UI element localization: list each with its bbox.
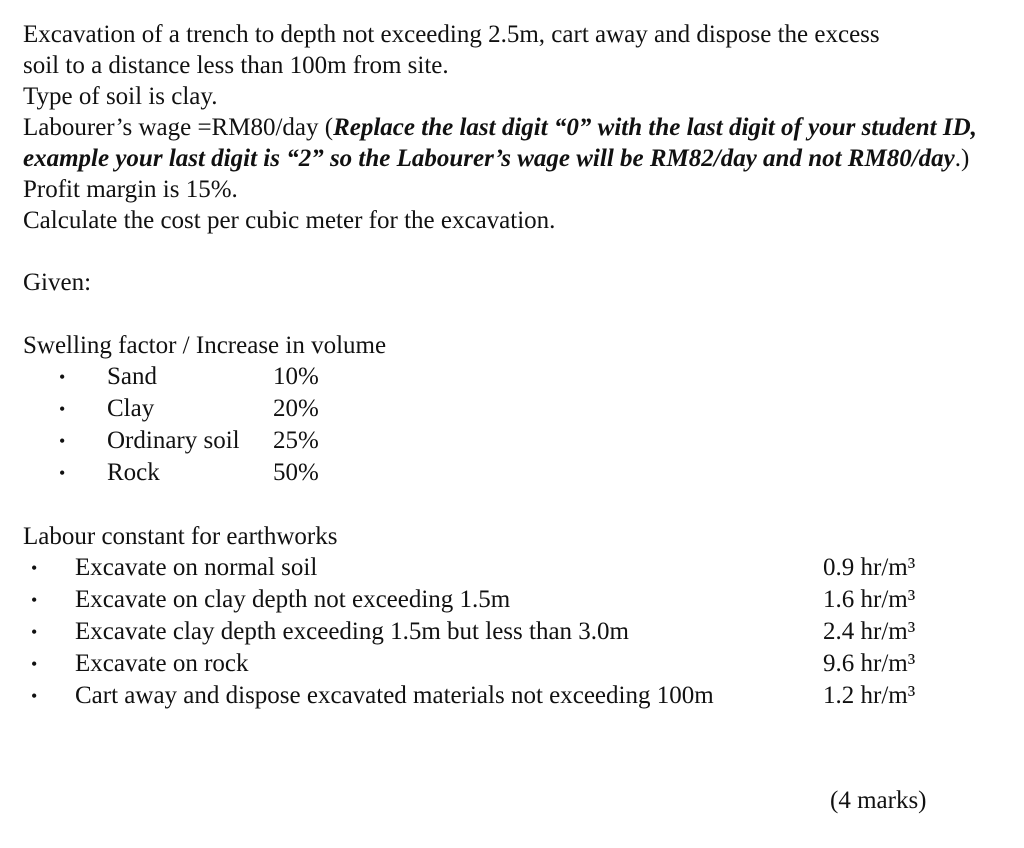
task-line: Calculate the cost per cubic meter for the excavation. [23,207,556,234]
question-document [23,19,983,712]
labour-task: Excavate on rock [75,650,249,677]
bullet-icon: • [59,431,66,451]
swelling-value: 50% [273,459,319,486]
swelling-item [23,457,983,489]
bullet-icon: • [59,367,66,387]
marks-label: (4 marks) [830,787,927,814]
labour-constant-list [23,552,983,712]
swelling-value: 20% [273,395,319,422]
swelling-factor-list [23,361,983,489]
bullet-icon: • [31,622,38,642]
labour-item [23,680,983,712]
labour-constant-title: Labour constant for earthworks [23,523,338,550]
bullet-icon: • [31,654,38,674]
labour-rate: 1.2 hr/m³ [823,682,916,709]
labour-item [23,552,983,584]
wage-instruction: Replace the last digit “0” with the last digit of your student ID, example your last digit is “2” so the Labourer’s wage will be RM82/day and not RM80/day [23,114,977,172]
labour-rate: 9.6 hr/m³ [823,650,916,677]
bullet-icon: • [31,686,38,706]
labour-item [23,648,983,680]
labour-rate: 1.6 hr/m³ [823,586,916,613]
labour-task: Cart away and dispose excavated materials not exceeding 100m [75,682,714,709]
wage-suffix: .) [954,145,970,172]
soil-name: Ordinary soil [107,427,240,454]
profit-margin-line: Profit margin is 15%. [23,176,238,203]
swelling-value: 10% [273,363,319,390]
labour-task: Excavate on clay depth not exceeding 1.5m [75,586,511,613]
soil-name: Sand [107,363,157,390]
labourer-wage-paragraph [23,112,983,174]
soil-name: Clay [107,395,155,422]
labour-item [23,584,983,616]
bullet-icon: • [31,590,38,610]
bullet-icon: • [59,463,66,483]
swelling-value: 25% [273,427,319,454]
bullet-icon: • [59,399,66,419]
swelling-factor-title: Swelling factor / Increase in volume [23,332,387,359]
labour-item [23,616,983,648]
question-line-2: soil to a distance less than 100m from site. [23,52,449,79]
labour-task: Excavate clay depth exceeding 1.5m but less than 3.0m [75,618,629,645]
spacer [23,489,983,521]
swelling-item [23,425,983,457]
soil-name: Rock [107,459,160,486]
labour-rate: 0.9 hr/m³ [823,554,916,581]
spacer [23,298,983,330]
soil-type-line: Type of soil is clay. [23,83,218,110]
question-line-1: Excavation of a trench to depth not exceeding 2.5m, cart away and dispose the excess [23,21,880,48]
swelling-item [23,361,983,393]
spacer [23,236,983,267]
given-label: Given: [23,269,92,296]
swelling-item [23,393,983,425]
labour-task: Excavate on normal soil [75,554,318,581]
labour-rate: 2.4 hr/m³ [823,618,916,645]
bullet-icon: • [31,558,38,578]
wage-prefix: Labourer’s wage =RM80/day ( [23,114,334,141]
